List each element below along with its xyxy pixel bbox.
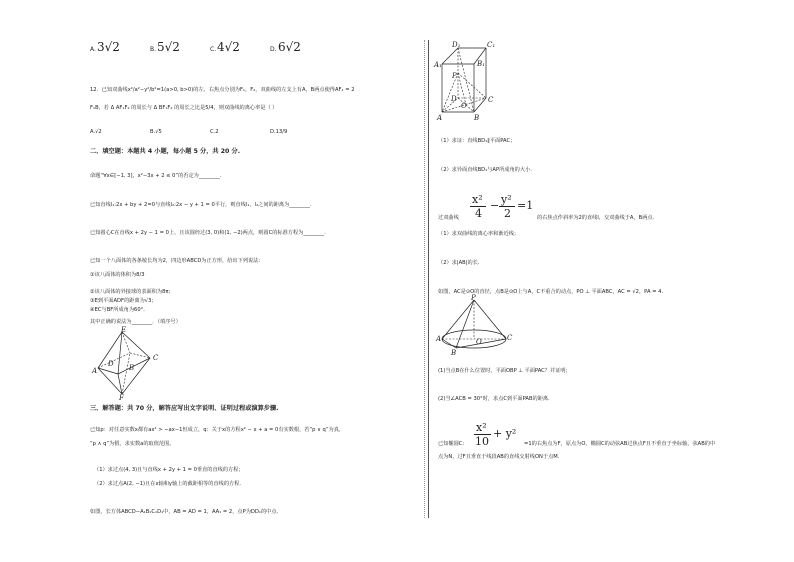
q12-option-a: A.√2: [90, 129, 102, 135]
q20-part1: （1）求双曲线的离心率和渐近线；: [438, 231, 520, 237]
box-label-b1: B₁: [477, 60, 485, 68]
cone-label-o: O: [476, 338, 482, 346]
box-label-o: O: [461, 102, 467, 110]
q11-option-b-value: 5√2: [157, 40, 180, 54]
q16-statement-3: ③E到平面ADF的距离为√3；: [90, 298, 157, 304]
q11-option-d-value: 6√2: [278, 40, 301, 54]
q12-option-c: C.2: [210, 129, 219, 135]
q18-part2: （2）求过点A(2, −1)且在x轴和y轴上的截距相等的直线的方程.: [94, 481, 242, 487]
section3-title: 三、解答题：共 70 分，解答应写出文字说明、证明过程或演算步骤.: [90, 405, 279, 412]
q21-intro: 如图，AC是⊙O的直径，点B是⊙O上与A，C不重合的动点，PO ⊥ 平面ABC，AC = √2，PA = 4.: [438, 289, 664, 295]
octa-label-f: F: [119, 394, 124, 402]
q22-suffix: =1的右焦点为F，原点为O，椭圆C的动弦AB过焦点F且不垂直于坐标轴，弦AB的中: [524, 441, 716, 447]
cone-label-a: A: [436, 335, 442, 343]
q12-line1: 12．已知双曲线x²/a²−y²/b²=1(a>0, b>0)的左、右焦点分别为F₁，F₂，双曲线的左支上有A，B两点使得AF₁ = 2: [90, 87, 355, 93]
q20-y-denominator: 2: [504, 207, 511, 220]
box-label-a1: A₁: [434, 61, 442, 69]
octa-label-c: C: [153, 354, 159, 362]
q14-text: 已知直线l₁:2x + by + 2=0与直线l₂:2x − y + 1 = 0平行，则直线l₁，l₂之间的距离为________.: [90, 202, 312, 208]
q21-part2: (2)当∠ACB = 30°时，求点C到平面PAB的距离.: [438, 396, 550, 402]
q22-x-denominator: 10: [475, 435, 489, 448]
q11-option-b-label: B.: [150, 46, 157, 53]
q20-x-numerator: x²: [472, 193, 483, 206]
cone-label-c: C: [507, 334, 513, 342]
box-label-a: A: [437, 114, 443, 122]
q19-intro: 如图，长方体ABCD−A₁B₁C₁D₁中，AB = AD = 1，AA₁ = 2，点P为DD₁的中点.: [90, 509, 279, 515]
q19-part1: （1）求证：直线BD₁∥平面PAC；: [438, 138, 516, 144]
q22-plus-y-squared: + y²: [493, 427, 517, 440]
q20-x-denominator: 4: [475, 207, 482, 220]
q22-prefix: 已知椭圆C:: [438, 441, 465, 447]
q20-minus: −: [490, 199, 500, 212]
q20-y-numerator: y²: [501, 193, 512, 206]
q20-suffix: 的右焦点作斜率为2的直线l，交双曲线于A，B两点.: [537, 215, 655, 221]
box-label-b: B: [474, 114, 480, 122]
q12-option-b: B.√5: [150, 129, 162, 135]
section2-title: 二、填空题：本题共 4 小题，每小题 5 分，共 20 分.: [90, 148, 241, 155]
octa-label-e: E: [121, 326, 127, 334]
q16-statement-1: ①该八面体的体积为8/3: [90, 272, 145, 278]
q20-part2: （2）求|AB|的长.: [438, 260, 480, 266]
octahedron-figure: [92, 328, 164, 400]
q11-option-d-label: D.: [270, 46, 277, 53]
q11-option-c-label: C.: [210, 46, 217, 53]
q12-option-d: D.13/9: [270, 129, 288, 135]
q11-option-a-label: A.: [90, 46, 96, 53]
q15-text: 已知圆心C在直线x + 2y − 1 = 0上，且该圆经过(3, 0)和(1, −2)两点，则圆C的标准方程为________.: [90, 230, 326, 236]
q20-equals-one: =1: [517, 199, 534, 212]
q16-intro: 已知一个八面体的各条棱长均为2，四边形ABCD为正方形，给出下列说法：: [90, 258, 264, 264]
q12-line2: F₁B，若 Δ AF₁F₂ 的周长与 Δ BF₁F₂ 的周长之比是5/4，则双曲线的离心率是（ ）: [90, 105, 278, 111]
cone-label-p: P: [471, 294, 476, 302]
box-label-c: C: [488, 96, 494, 104]
q13-text: 命题“∀x∈[−1, 3]，x²−3x + 2 ≤ 0”的否定为________.: [90, 173, 222, 179]
q17-line1: 已知p：对任意实数x都有ax² > −ax−1恒成立，q：关于x的方程x² − x + a = 0有实数根，若“p ∨ q”为真，: [90, 427, 345, 433]
cone-label-b: B: [451, 349, 457, 357]
column-divider: [428, 40, 429, 518]
box-label-p: P: [452, 72, 457, 80]
octa-label-d: D: [108, 360, 114, 368]
q16-statement-4: ④EC与BF所成角为60°.: [90, 307, 145, 313]
q11-option-a-value: 3√2: [97, 40, 120, 54]
octa-label-a: A: [92, 367, 98, 375]
q16-answer-prompt: 其中正确的说法为________．（填序号）: [90, 319, 181, 325]
cone-figure: [436, 294, 513, 358]
q11-option-c-value: 4√2: [217, 40, 240, 54]
q21-part1: (1)当点B在什么位置时，平面OBP ⊥ 平面PAC？并证明；: [438, 368, 571, 374]
octa-label-b: B: [129, 364, 135, 372]
binding-line: [424, 40, 425, 518]
q19-part2: （2）求异面直线BD₁与AP所成角的大小.: [438, 167, 532, 173]
q17-line2: “p ∧ q”为假，求实数a的取值范围。: [90, 441, 175, 447]
box-label-d1: D₁: [452, 41, 461, 49]
q16-statement-2: ②该八面体的外接球的表面积为8π；: [90, 289, 174, 295]
box-label-d: D: [451, 95, 457, 103]
q22-x-numerator: x²: [476, 421, 487, 434]
q18-part1: （1）求过点(4, 3)且与直线x + 2y + 1 = 0垂直的直线的方程；: [94, 467, 244, 473]
box-label-c1: C₁: [487, 41, 496, 49]
q22-line2: 点为N，过F且垂直于线段AB的直线交射线ON于点M.: [438, 454, 560, 460]
q20-prefix: 过双曲线: [438, 215, 459, 221]
cuboid-figure: [434, 38, 500, 122]
